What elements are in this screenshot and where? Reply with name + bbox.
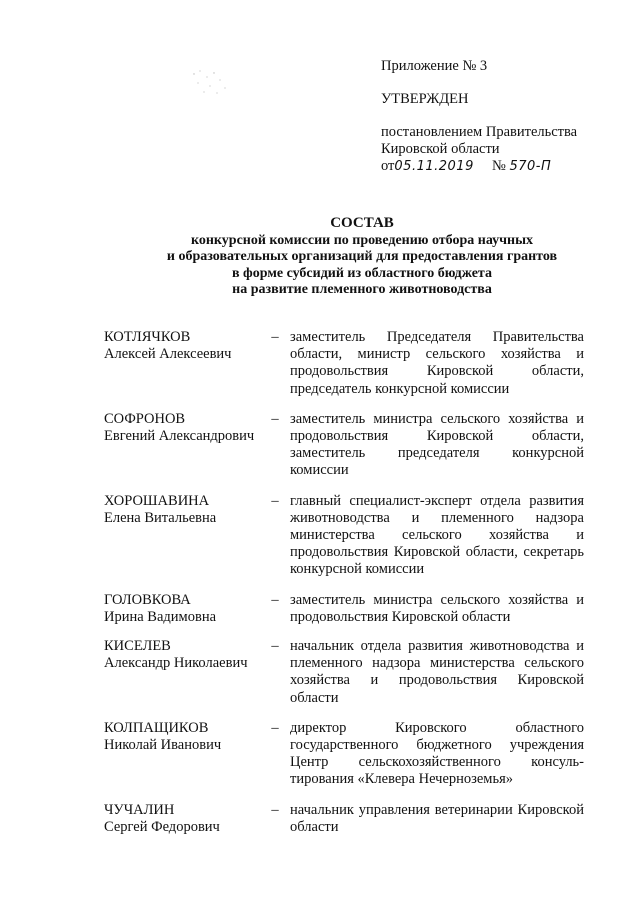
approval-block: [381, 58, 577, 175]
member-given-names: Ирина Вадимовна: [104, 608, 217, 625]
member-role: заместитель министра сельского хозяйства и продовольствия Кировской области, заместитель председателя конкурсной комиссии: [290, 410, 584, 479]
heading-line-4: на развитие племенного животноводства: [232, 282, 492, 297]
member-dash: –: [271, 801, 279, 818]
member-given-names: Александр Николаевич: [104, 655, 248, 672]
member-dash: –: [271, 329, 279, 345]
document-heading: [100, 215, 624, 299]
approved-label: УТВЕРЖДЕН: [381, 91, 469, 107]
member-role: начальник отдела развития животноводства и племенного надзора министерства сельского хозяйства и продовольствия Кировской области: [290, 638, 584, 706]
member-given-names: Алексей Алексеевич: [104, 346, 232, 363]
member-name: [104, 592, 264, 626]
commission-members-list: [104, 329, 584, 836]
member-row: [104, 802, 584, 836]
date-prefix: от: [381, 158, 395, 174]
member-dash: –: [271, 638, 279, 655]
member-row: [104, 493, 584, 579]
member-role: заместитель Председателя Правительства области, министр сельского хозяйства и продовольствия Кировской области, председатель конкурсной комиссии: [290, 329, 584, 397]
member-name: [104, 802, 264, 836]
member-given-names: Сергей Федорович: [104, 818, 220, 835]
member-surname: КОЛПАЩИКОВ: [104, 719, 209, 736]
heading-line-3: в форме субсидий из областного бюджета: [232, 265, 492, 281]
member-row: [104, 720, 584, 789]
member-role: главный специалист-эксперт отдела развития животноводства и племенного надзора министерства сельского хозяйства и продовольствия Кировской области, секретарь конкурсной комиссии: [290, 492, 584, 578]
handwritten-number: 570-П: [509, 159, 552, 174]
heading-line-1: конкурсной комиссии по проведению отбора научных: [190, 232, 534, 248]
appendix-label: Приложение № 3: [381, 58, 488, 74]
heading-line-2: и образовательных организаций для предоставления грантов: [166, 249, 558, 264]
heading-title: СОСТАВ: [330, 215, 394, 231]
member-row: [104, 329, 584, 398]
member-role: директор Кировского областного государственного бюджетного учреждения Центр сельскохозяйственного консуль-тирования «Клевера Нечерноземья»: [290, 719, 584, 788]
number-prefix: №: [491, 158, 506, 174]
member-name: [104, 411, 264, 445]
member-surname: СОФРОНОВ: [104, 410, 186, 427]
member-row: [104, 592, 584, 626]
member-given-names: Елена Витальевна: [104, 509, 217, 526]
member-dash: –: [271, 719, 279, 736]
resolution-date-number: [381, 158, 577, 175]
member-row: [104, 638, 584, 707]
resolution-line-1: постановлением Правительства: [381, 124, 578, 140]
member-name: [104, 493, 264, 527]
member-surname: ХОРОШАВИНА: [104, 492, 210, 509]
member-dash: –: [271, 591, 279, 608]
member-row: [104, 411, 584, 480]
member-role: начальник управления ветеринарии Кировской области: [290, 801, 584, 835]
member-name: [104, 638, 264, 672]
member-name: [104, 720, 264, 754]
member-surname: КИСЕЛЕВ: [104, 638, 171, 655]
member-role: заместитель министра сельского хозяйства и продовольствия Кировской области: [290, 591, 584, 625]
scan-artifact-marks: [190, 68, 230, 98]
member-given-names: Евгений Александрович: [104, 428, 255, 445]
member-surname: ЧУЧАЛИН: [104, 801, 175, 818]
member-dash: –: [271, 492, 279, 509]
handwritten-date: 05.11.2019: [394, 159, 474, 174]
member-given-names: Николай Иванович: [104, 737, 222, 754]
member-surname: КОТЛЯЧКОВ: [104, 329, 191, 345]
resolution-line-2: Кировской области: [381, 141, 500, 157]
member-dash: –: [271, 410, 279, 427]
member-name: [104, 329, 264, 363]
member-surname: ГОЛОВКОВА: [104, 591, 191, 608]
